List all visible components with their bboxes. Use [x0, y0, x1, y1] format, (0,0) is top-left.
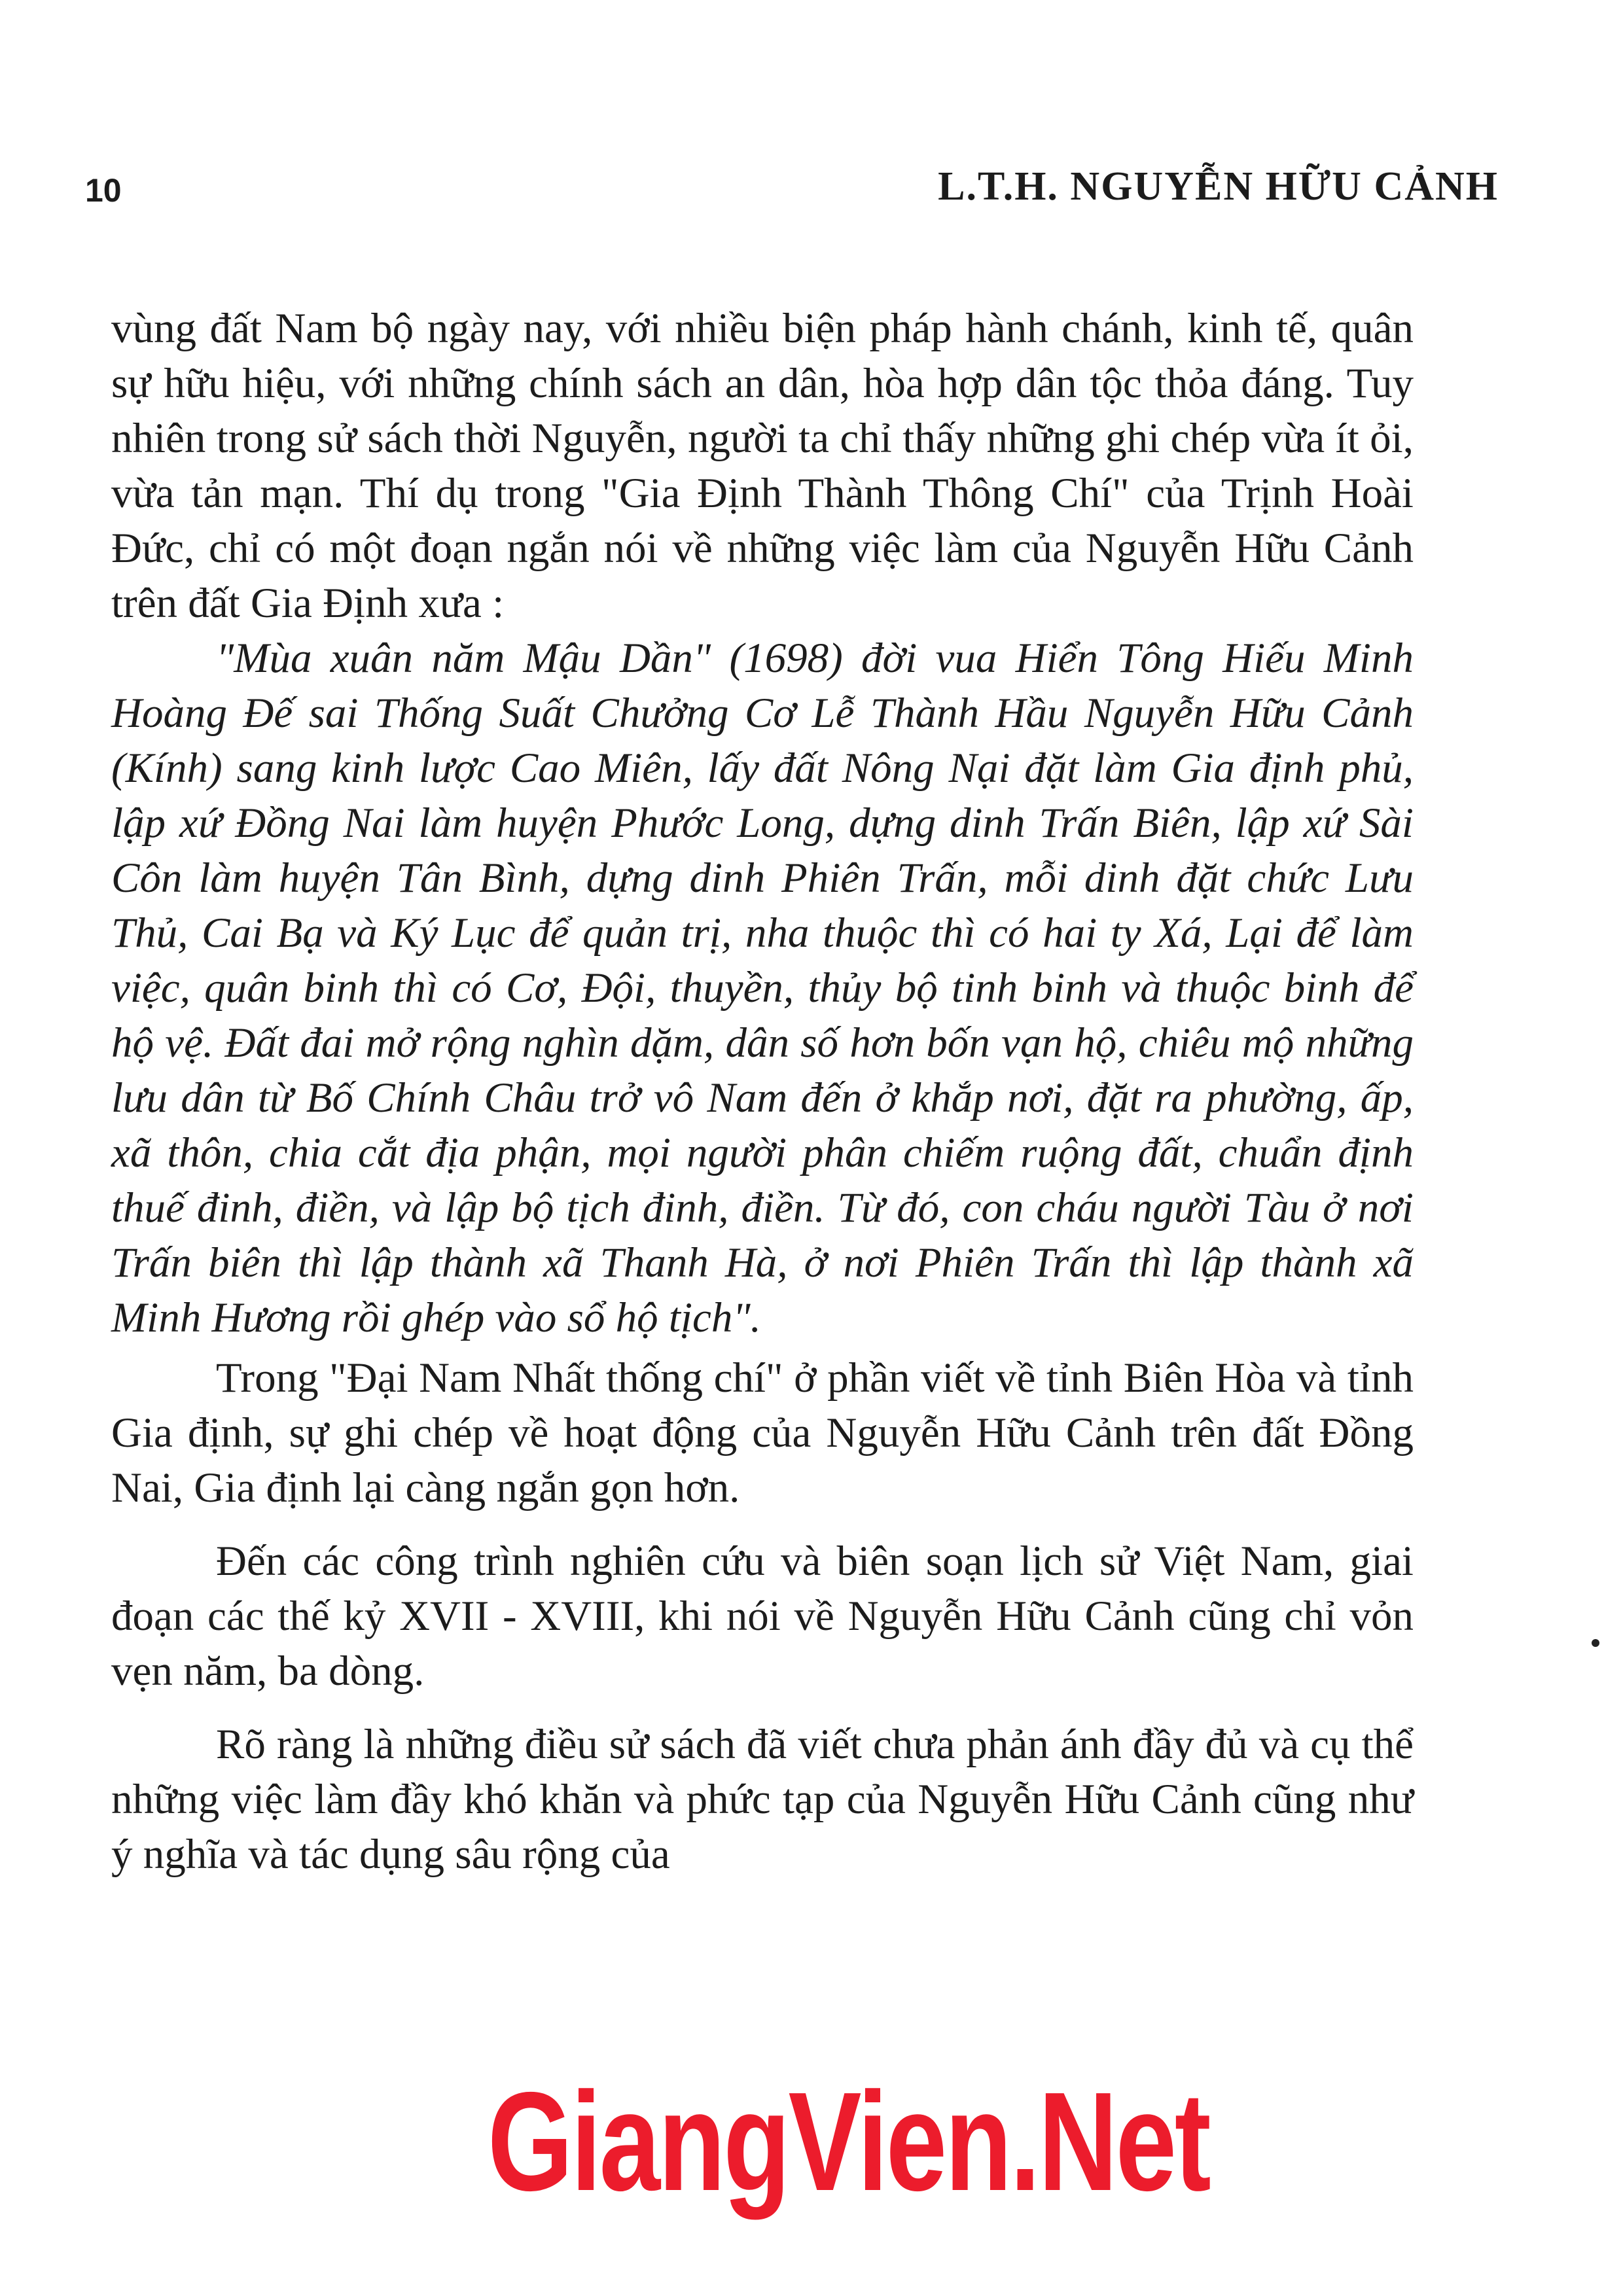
paragraph-quotation: "Mùa xuân năm Mậu Dần" (1698) đời vua Hiển Tông Hiếu Minh Hoàng Đế sai Thống Suất Chưởng Cơ Lễ Thành Hầu Nguyễn Hữu Cảnh (Kính) sang kinh lược Cao Miên, lấy đất Nông Nại đặt làm Gia định phủ, lập xứ Đồng Nai làm huyện Phước Long, dựng dinh Trấn Biên, lập xứ Sài Côn làm huyện Tân Bình, dựng dinh Phiên Trấn, mỗi dinh đặt chức Lưu Thủ, Cai Bạ và Ký Lục để quản trị, nha thuộc thì có hai ty Xá, Lại để làm việc, quân binh thì có Cơ, Đội, thuyền, thủy bộ tinh binh và thuộc binh để hộ vệ. Đất đai mở rộng nghìn dặm, dân số hơn bốn vạn hộ, chiêu mộ những lưu dân từ Bố Chính Châu trở vô Nam đến ở khắp nơi, đặt ra phường, ấp, xã thôn, chia cắt địa phận, mọi người phân chiếm ruộng đất, chuẩn định thuế đinh, điền, và lập bộ tịch đinh, điền. Từ đó, con cháu người Tàu ở nơi Trấn biên thì lập thành xã Thanh Hà, ở nơi Phiên Trấn thì lập thành xã Minh Hương rồi ghép vào sổ hộ tịch". [111, 635, 1414, 1341]
page-number: 10 [85, 172, 122, 209]
paragraph-research: Đến các công trình nghiên cứu và biên soạn lịch sử Việt Nam, giai đoạn các thế kỷ XVII - XVIII, khi nói về Nguyễn Hữu Cảnh cũng chỉ vỏn vẹn năm, ba dòng. [111, 1538, 1414, 1695]
body-text [111, 301, 1414, 1900]
running-title: L.T.H. NGUYỄN HỮU CẢNH [938, 164, 1499, 209]
paragraph-intro: vùng đất Nam bộ ngày nay, với nhiều biện pháp hành chánh, kinh tế, quân sự hữu hiệu, với những chính sách an dân, hòa hợp dân tộc thỏa đáng. Tuy nhiên trong sử sách thời Nguyễn, người ta chỉ thấy những ghi chép vừa ít ỏi, vừa tản mạn. Thí dụ trong "Gia Định Thành Thông Chí" của Trịnh Hoài Đức, chỉ có một đoạn ngắn nói về những việc làm của Nguyễn Hữu Cảnh trên đất Gia Định xưa : [111, 305, 1414, 627]
paragraph-dai-nam: Trong "Đại Nam Nhất thống chí" ở phần viết về tỉnh Biên Hòa và tỉnh Gia định, sự ghi chép về hoạt động của Nguyễn Hữu Cảnh trên đất Đồng Nai, Gia định lại càng ngắn gọn hơn. [111, 1354, 1414, 1511]
scan-speck [1592, 1639, 1599, 1647]
watermark-logo: GiangVien.Net [488, 2062, 1209, 2220]
paragraph-conclusion: Rõ ràng là những điều sử sách đã viết chưa phản ánh đầy đủ và cụ thể những việc làm đầy khó khăn và phức tạp của Nguyễn Hữu Cảnh cũng như ý nghĩa và tác dụng sâu rộng của [111, 1721, 1414, 1878]
